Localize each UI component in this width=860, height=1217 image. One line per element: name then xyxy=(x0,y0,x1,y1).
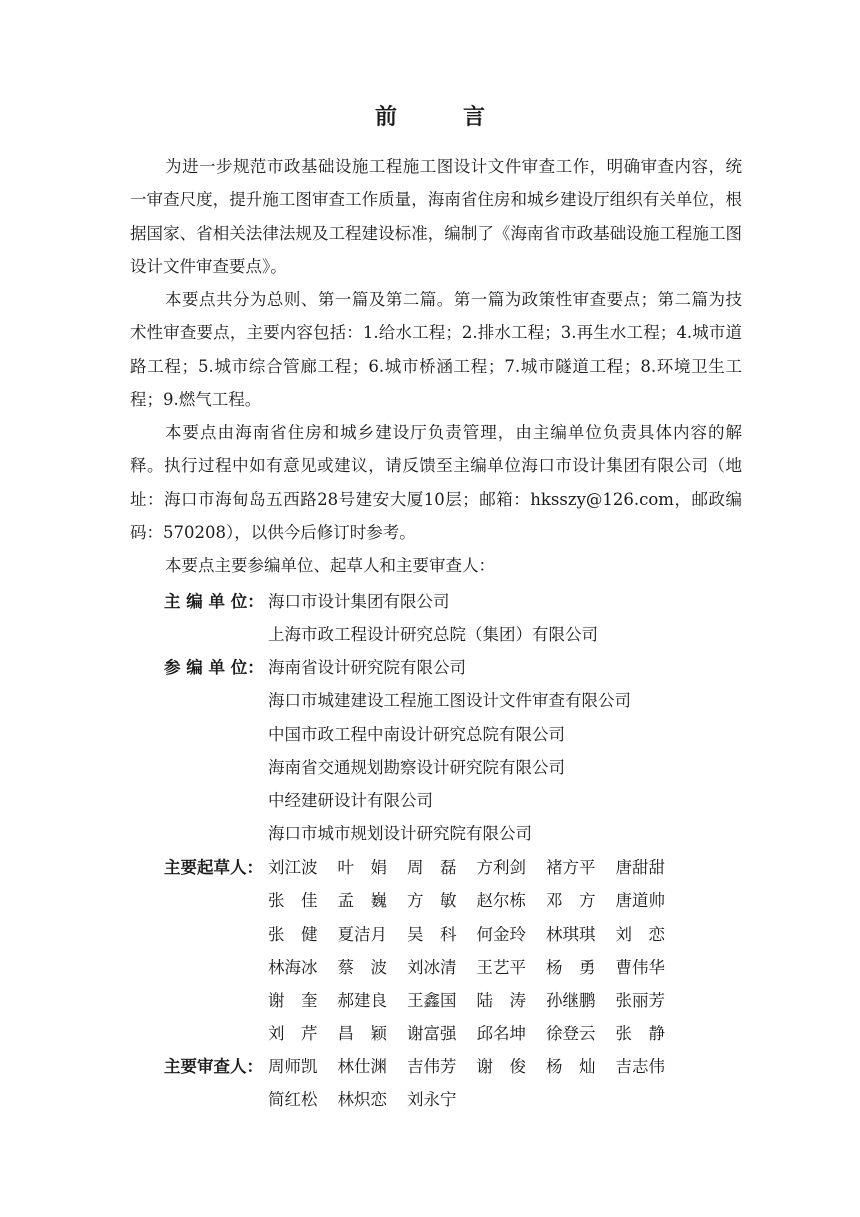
drafter-name: 张 健 xyxy=(268,924,318,944)
drafter-name: 张 静 xyxy=(615,1024,665,1044)
drafter-name: 方 敏 xyxy=(407,891,457,911)
drafter-name: 赵尔栋 xyxy=(476,891,526,911)
drafter-name: 昌 颖 xyxy=(337,1024,387,1044)
drafters-names xyxy=(268,851,748,1051)
drafter-name: 谢富强 xyxy=(407,1024,457,1044)
reviewer-name: 吉伟芳 xyxy=(407,1057,457,1076)
participating-units-label: 参 编 单 位： xyxy=(164,658,264,677)
drafter-name: 徐登云 xyxy=(546,1024,596,1044)
drafter-name: 唐甜甜 xyxy=(615,858,665,877)
drafter-name: 夏洁月 xyxy=(337,924,387,944)
drafter-name: 曹伟华 xyxy=(615,957,665,977)
drafter-name: 刘 恋 xyxy=(615,924,665,944)
drafter-name: 郝建良 xyxy=(337,991,387,1011)
drafter-name: 叶 娟 xyxy=(337,858,387,877)
drafter-name: 刘冰清 xyxy=(407,957,457,977)
reviewer-name: 林炽恋 xyxy=(337,1090,387,1110)
list-item: 海口市城市规划设计研究院有限公司 xyxy=(268,824,532,844)
list-item: 海南省交通规划勘察设计研究院有限公司 xyxy=(268,757,565,777)
reviewers-label: 主要审查人： xyxy=(164,1057,263,1076)
list-item: 中国市政工程中南设计研究总院有限公司 xyxy=(268,724,565,744)
chief-units-list xyxy=(268,585,768,652)
drafter-name: 林海冰 xyxy=(268,957,318,977)
list-item: 海口市设计集团有限公司 xyxy=(268,592,450,611)
reviewer-name: 杨 灿 xyxy=(546,1057,596,1076)
drafter-name: 张 佳 xyxy=(268,891,318,911)
paragraph-management: 本要点由海南省住房和城乡建设厅负责管理，由主编单位负责具体内容的解释。执行过程中如有意见或建议，请反馈至主编单位海口市设计集团有限公司（地址：海口市海甸岛五西路28号建安大厦10层；邮箱：hksszy@126.com，邮政编码：570208），以供今后修订时参考。 xyxy=(130,423,742,542)
drafter-name: 周 磊 xyxy=(407,858,457,877)
drafter-name: 张丽芳 xyxy=(615,991,665,1011)
reviewer-name: 林仕渊 xyxy=(337,1057,387,1076)
drafter-name: 杨 勇 xyxy=(546,957,596,977)
drafter-name: 王艺平 xyxy=(476,957,526,977)
drafter-name: 褚方平 xyxy=(546,858,596,877)
drafter-name: 邱名坤 xyxy=(476,1024,526,1044)
page-title: 前 言 xyxy=(374,105,507,130)
list-item: 海口市城建建设工程施工图设计文件审查有限公司 xyxy=(268,691,631,711)
paragraph-contents: 本要点共分为总则、第一篇及第二篇。第一篇为政策性审查要点；第二篇为技术性审查要点，主要内容包括：1.给水工程；2.排水工程；3.再生水工程；4.城市道路工程；5.城市综合管廊工程；6.城市桥涵工程；7.城市隧道工程；8.环境卫生工程；9.燃气工程。 xyxy=(130,290,742,409)
reviewer-name: 谢 俊 xyxy=(476,1057,526,1076)
list-item: 中经建研设计有限公司 xyxy=(268,791,433,811)
drafter-name: 唐道帅 xyxy=(615,891,665,911)
drafter-name: 吴 科 xyxy=(407,924,457,944)
chief-units-label: 主 编 单 位： xyxy=(164,592,264,611)
reviewer-name: 刘永宁 xyxy=(407,1090,457,1110)
drafter-name: 何金玲 xyxy=(476,924,526,944)
drafter-name: 邓 方 xyxy=(546,891,596,911)
drafter-name: 陆 涛 xyxy=(476,991,526,1011)
drafter-name: 谢 奎 xyxy=(268,991,318,1011)
reviewer-name: 周师凯 xyxy=(268,1057,318,1076)
list-item: 海南省设计研究院有限公司 xyxy=(268,658,466,677)
participating-units-list xyxy=(268,651,768,851)
list-item: 上海市政工程设计研究总院（集团）有限公司 xyxy=(268,625,598,645)
drafter-name: 孙继鹏 xyxy=(546,991,596,1011)
drafters-label: 主要起草人： xyxy=(164,858,263,877)
drafter-name: 孟 巍 xyxy=(337,891,387,911)
drafter-name: 刘 芹 xyxy=(268,1024,318,1044)
drafter-name: 方利剑 xyxy=(476,858,526,877)
reviewer-name: 吉志伟 xyxy=(615,1057,665,1076)
paragraph-contributors-intro: 本要点主要参编单位、起草人和主要审查人： xyxy=(165,556,495,575)
drafter-name: 王鑫国 xyxy=(407,991,457,1011)
drafter-name: 蔡 波 xyxy=(337,957,387,977)
reviewer-name: 简红松 xyxy=(268,1090,318,1110)
paragraph-purpose: 为进一步规范市政基础设施工程施工图设计文件审查工作，明确审查内容，统一审查尺度，提升施工图审查工作质量，海南省住房和城乡建设厅组织有关单位，根据国家、省相关法律法规及工程建设标准，编制了《海南省市政基础设施工程施工图设计文件审查要点》。 xyxy=(130,157,742,276)
reviewers-names xyxy=(268,1050,748,1117)
drafter-name: 林琪琪 xyxy=(546,924,596,944)
drafter-name: 刘江波 xyxy=(268,858,318,877)
